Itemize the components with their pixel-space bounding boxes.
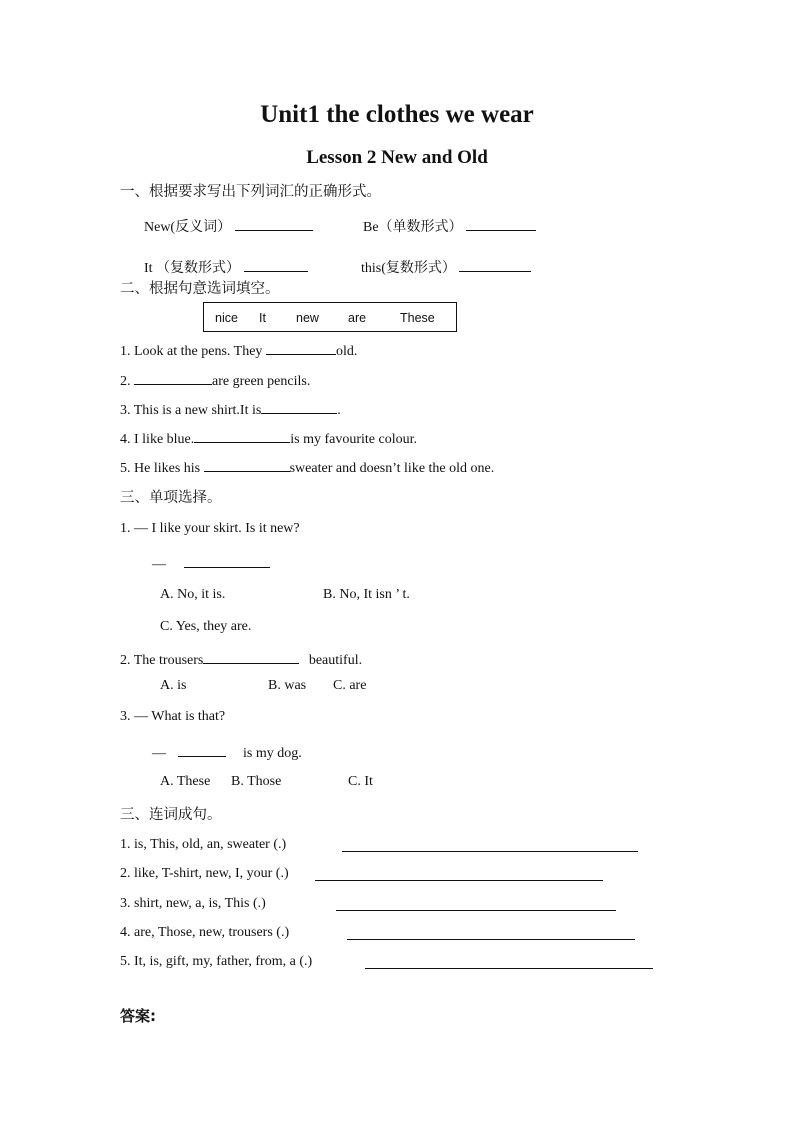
answer-blank[interactable] (134, 370, 212, 385)
question-text: old. (335, 344, 358, 359)
s1-item-be-label: Be（单数形式） (363, 220, 463, 235)
choice-option[interactable]: A. is (160, 678, 187, 693)
dash-mark: — (152, 746, 166, 761)
answer-blank[interactable] (203, 649, 299, 664)
choice-q3-response (152, 742, 302, 762)
question-text: 2. The trousers (120, 653, 204, 668)
choice-option[interactable]: C. Yes, they are. (160, 619, 252, 634)
section4-heading: 三、连词成句。 (120, 807, 222, 823)
choice-option[interactable]: B. No, It isn ’ t. (323, 587, 410, 602)
s1-item-this (361, 257, 531, 277)
question-text: are green pencils. (212, 374, 311, 389)
question-text: 4. I like blue. (120, 432, 195, 447)
word-bank-box (203, 302, 457, 332)
question-text: sweater and doesn’t like the old one. (289, 461, 495, 476)
worksheet-title: Unit1 the clothes we wear (260, 101, 534, 128)
answer-blank[interactable] (204, 457, 290, 472)
s1-item-it (144, 257, 308, 277)
section3-heading: 三、单项选择。 (120, 490, 222, 506)
order-question-3: 3. shirt, new, a, is, This (.) (120, 896, 266, 911)
question-text: 1. Look at the pens. They (120, 344, 266, 359)
answer-line[interactable] (347, 939, 635, 940)
answer-blank[interactable] (459, 257, 531, 272)
section1-heading: 一、根据要求写出下列词汇的正确形式。 (120, 184, 381, 200)
choice-option[interactable]: B. Those (231, 774, 282, 789)
s1-item-this-label: this(复数形式） (361, 261, 456, 276)
choice-option[interactable]: A. These (160, 774, 211, 789)
choice-option[interactable]: A. No, it is. (160, 587, 226, 602)
s1-item-be (363, 216, 536, 236)
question-text: is my favourite colour. (290, 432, 418, 447)
s1-item-new-label: New(反义词） (144, 220, 232, 235)
question-text: is my dog. (243, 746, 302, 761)
fill-question-1 (120, 340, 357, 360)
word-bank-word: It (259, 311, 266, 325)
s1-item-new (144, 216, 313, 236)
choice-option[interactable]: C. It (348, 774, 373, 789)
fill-question-3 (120, 399, 341, 419)
answer-blank[interactable] (261, 399, 337, 414)
answer-blank[interactable] (184, 553, 270, 568)
dash-mark: — (152, 557, 166, 572)
answer-blank[interactable] (178, 742, 226, 757)
answer-blank[interactable] (194, 428, 290, 443)
fill-question-5 (120, 457, 494, 477)
answer-blank[interactable] (266, 340, 336, 355)
word-bank-word: new (296, 311, 319, 325)
order-question-4: 4. are, Those, new, trousers (.) (120, 925, 290, 940)
s1-item-it-label: It （复数形式） (144, 261, 241, 276)
order-question-1: 1. is, This, old, an, sweater (.) (120, 837, 287, 852)
order-question-2: 2. like, T-shirt, new, I, your (.) (120, 866, 289, 881)
answer-blank[interactable] (244, 257, 308, 272)
choice-question-3: 3. — What is that? (120, 709, 226, 724)
answer-line[interactable] (315, 880, 603, 881)
choice-option[interactable]: B. was (268, 678, 307, 693)
question-text: 3. This is a new shirt.It is (120, 403, 262, 418)
choice-option[interactable]: C. are (333, 678, 367, 693)
lesson-subtitle: Lesson 2 New and Old (306, 147, 488, 168)
order-question-5: 5. It, is, gift, my, father, from, a (.) (120, 954, 313, 969)
question-text: 2. (120, 374, 134, 389)
choice-question-2 (120, 649, 362, 669)
question-text: 5. He likes his (120, 461, 204, 476)
answer-line[interactable] (365, 968, 653, 969)
answer-blank[interactable] (466, 216, 536, 231)
section2-heading: 二、根据句意选词填空。 (120, 281, 280, 297)
answer-line[interactable] (342, 851, 638, 852)
answer-line[interactable] (336, 910, 616, 911)
fill-question-2 (120, 370, 310, 390)
question-text: beautiful. (308, 653, 363, 668)
choice-question-1: 1. — I like your skirt. Is it new? (120, 521, 300, 536)
word-bank-word: nice (215, 311, 238, 325)
word-bank-word: These (400, 311, 435, 325)
question-text: . (337, 403, 341, 418)
answer-blank[interactable] (235, 216, 313, 231)
answer-heading: 答案: (120, 1007, 156, 1025)
choice-q1-response (152, 553, 270, 573)
word-bank-word: are (348, 311, 367, 325)
fill-question-4 (120, 428, 417, 448)
